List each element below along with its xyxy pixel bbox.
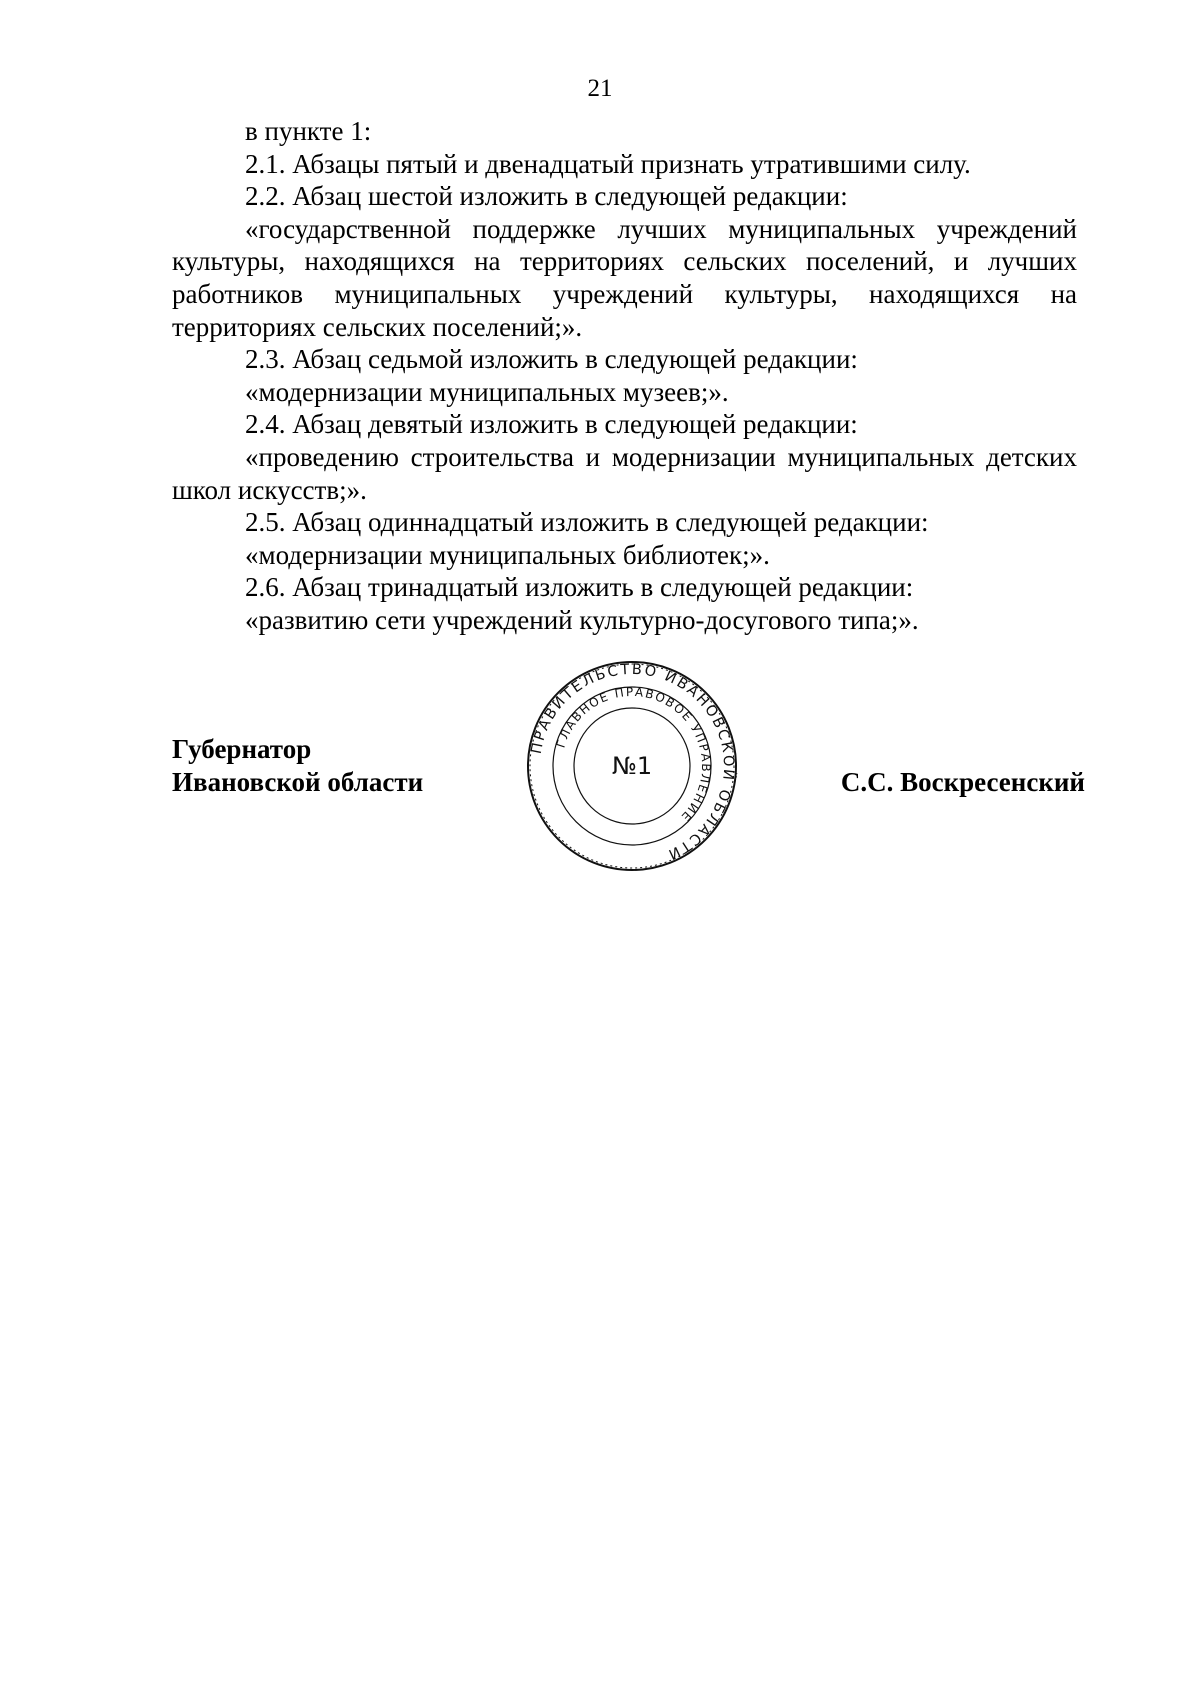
paragraph: 2.2. Абзац шестой изложить в следующей редакции: bbox=[245, 181, 848, 212]
paragraph: 2.3. Абзац седьмой изложить в следующей редакции: bbox=[245, 344, 858, 375]
signatory-name: С.С. Воскресенский bbox=[840, 767, 1085, 797]
seal-number: №1 bbox=[611, 752, 653, 780]
document-body bbox=[172, 115, 1077, 637]
paragraph: 2.4. Абзац девятый изложить в следующей редакции: bbox=[245, 409, 858, 440]
paragraph: «модернизации муниципальных библиотек;». bbox=[245, 539, 770, 570]
seal-outer-text: ПРАВИТЕЛЬСТВО ИВАНОВСКОЙ ОБЛАСТИ bbox=[528, 661, 737, 863]
signatory-position-line: Ивановской области bbox=[172, 767, 424, 797]
paragraph: в пункте 1: bbox=[245, 116, 372, 146]
page-number: 21 bbox=[587, 75, 613, 102]
paragraph: «развитию сети учреждений культурно-досугового типа;». bbox=[245, 604, 919, 635]
seal-inner-text: ГЛАВНОЕ ПРАВОВОЕ УПРАВЛЕНИЕ bbox=[553, 684, 714, 825]
paragraph: «проведению строительства и модернизации муниципальных детских школ искусств;». bbox=[172, 441, 1077, 505]
official-seal bbox=[522, 660, 742, 872]
paragraph: 2.1. Абзацы пятый и двенадцатый признать утратившими силу. bbox=[245, 148, 971, 179]
paragraph: «государственной поддержке лучших муниципальных учреждений культуры, находящихся на территориях сельских поселений, и лучших работников муниципальных учреждений культуры, находящихся на территориях сельских поселений;». bbox=[172, 213, 1077, 342]
paragraph: 2.5. Абзац одиннадцатый изложить в следующей редакции: bbox=[245, 507, 929, 538]
paragraph: «модернизации муниципальных музеев;». bbox=[245, 376, 729, 407]
paragraph: 2.6. Абзац тринадцатый изложить в следующей редакции: bbox=[245, 572, 914, 603]
signatory-position-line: Губернатор bbox=[172, 734, 312, 764]
signatory-position bbox=[172, 733, 423, 799]
